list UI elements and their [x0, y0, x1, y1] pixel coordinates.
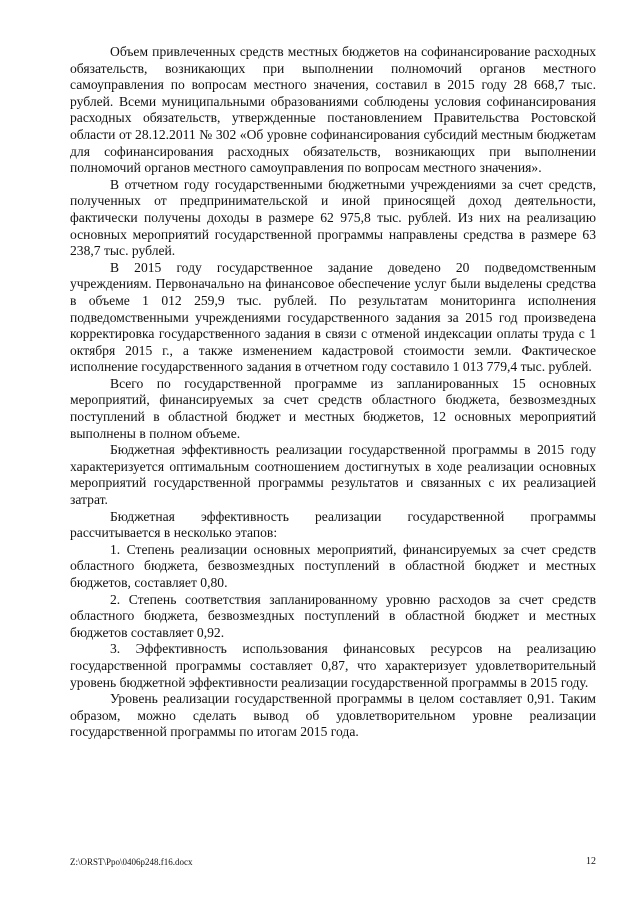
- paragraph-calculation-stages: Бюджетная эффективность реализации государственной программы рассчитывается в несколько этапов:: [70, 508, 596, 541]
- paragraph-main-activities-total: Всего по государственной программе из запланированных 15 основных мероприятий, финансируемых за счет средств областного бюджета, безвозмездных поступлений в областной бюджет и местных бюджетов, 12 основных мероприятий выполнены в полном объеме.: [70, 375, 596, 441]
- paragraph-stage-3: 3. Эффективность использования финансовых ресурсов на реализацию государственной программы составляет 0,87, что характеризует удовлетворительный уровень бюджетной эффективности реализации государственной программы в 2015 году.: [70, 641, 596, 690]
- page-footer: [70, 855, 596, 869]
- paragraph-budget-institutions-income: В отчетном году государственными бюджетными учреждениями за счет средств, полученных от предпринимательской и иной приносящей доход деятельности, фактически получены доходы в размере 62 975,8 тыс. рублей. Из них на реализацию основных мероприятий государственной программы направлены средства в размере 63 238,7 тыс. рублей.: [70, 176, 596, 259]
- paragraph-budget-efficiency: Бюджетная эффективность реализации государственной программы в 2015 году характеризуется оптимальным соотношением достигнутых в ходе реализации основных мероприятий государственной программы результатов и связанных с их реализацией затрат.: [70, 442, 596, 508]
- paragraph-state-assignment: В 2015 году государственное задание доведено 20 подведомственным учреждениям. Первоначально на финансовое обеспечение услуг были выделены средства в объеме 1 012 259,9 тыс. рублей. По результатам мониторинга исполнения подведомственными учреждениями государственного задания за 2015 год произведена корректировка государственного задания в связи с отменой индексации оплаты труда с 1 октября 2015 г., а также изменением кадастровой стоимости земли. Фактическое исполнение государственного задания в отчетном году составило 1 013 779,4 тыс. рублей.: [70, 259, 596, 375]
- footer-file-path: Z:\ORST\Ppo\0406p248.f16.docx: [70, 857, 193, 867]
- paragraph-local-budgets: Объем привлеченных средств местных бюджетов на софинансирование расходных обязательств, возникающих при выполнении полномочий органов местного самоуправления по вопросам местного значения, составил в 2015 году 28 668,7 тыс. рублей. Всеми муниципальными образованиями соблюдены условия софинансирования расходных обязательств, утвержденные постановлением Правительства Ростовской области от 28.12.2011 № 302 «Об уровне софинансирования субсидий местным бюджетам для софинансирования расходных обязательств, возникающих при выполнении полномочий органов местного самоуправления по вопросам местного значения».: [70, 44, 596, 176]
- page-number: 12: [586, 856, 596, 867]
- paragraph-stage-2: 2. Степень соответствия запланированному уровню расходов за счет средств областного бюджета, безвозмездных поступлений в областной бюджет и местных бюджетов составляет 0,92.: [70, 591, 596, 640]
- document-body: [70, 44, 596, 741]
- paragraph-conclusion: Уровень реализации государственной программы в целом составляет 0,91. Таким образом, можно сделать вывод об удовлетворительном уровне реализации государственной программы по итогам 2015 года.: [70, 691, 596, 740]
- paragraph-stage-1: 1. Степень реализации основных мероприятий, финансируемых за счет средств областного бюджета, безвозмездных поступлений в областной бюджет и местных бюджетов, составляет 0,80.: [70, 541, 596, 590]
